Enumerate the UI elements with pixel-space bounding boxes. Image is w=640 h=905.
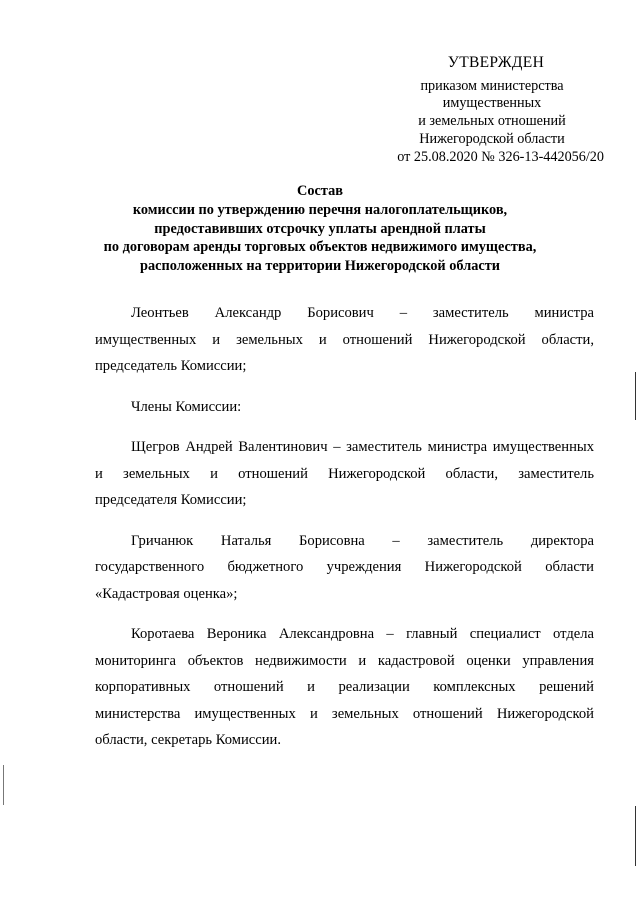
- paragraph-line: Щегров Андрей Валентинович – заместитель министра имущественных: [131, 439, 594, 455]
- paragraph-line: председателя Комиссии;: [95, 492, 247, 508]
- approval-line: имущественных: [442, 95, 542, 112]
- paragraph-line: государственного бюджетного учреждения Нижегородской области: [95, 559, 594, 575]
- members-heading: Члены Комиссии:: [131, 398, 242, 415]
- paragraph-line: Гричанюк Наталья Борисовна – заместитель директора: [131, 532, 594, 549]
- approval-line: приказом министерства: [420, 77, 564, 94]
- paragraph-line: Коротаева Вероника Александровна – главный специалист отдела: [131, 626, 594, 642]
- document-title: [60, 182, 580, 276]
- approval-line: Нижегородской области: [419, 130, 565, 147]
- title-line: комиссии по утверждению перечня налогоплательщиков,: [132, 201, 508, 218]
- scan-edge-mark: [3, 765, 4, 805]
- deputy-paragraph: [95, 434, 594, 514]
- chair-paragraph: [95, 300, 594, 380]
- paragraph-line: области, секретарь Комиссии.: [95, 732, 282, 748]
- title-line: по договорам аренды торговых объектов недвижимого имущества,: [103, 239, 537, 256]
- paragraph-line: мониторинга объектов недвижимости и кадастровой оценки управления: [95, 652, 594, 669]
- paragraph-line: имущественных и земельных и отношений Нижегородской области,: [95, 331, 594, 348]
- paragraph-line: председатель Комиссии;: [95, 358, 247, 374]
- scan-edge-mark: [635, 372, 636, 420]
- paragraph-line: корпоративных отношений и реализации комплексных решений: [95, 679, 594, 695]
- approval-line: и земельных отношений: [418, 113, 566, 130]
- document-body: [95, 300, 594, 754]
- title-line: Состав: [297, 183, 343, 199]
- paragraph-line: Леонтьев Александр Борисович – заместитель министра: [131, 305, 594, 321]
- title-line: расположенных на территории Нижегородской области: [140, 258, 500, 275]
- member-paragraph: [95, 528, 594, 608]
- approval-stamp: [372, 54, 612, 166]
- paragraph-line: «Кадастровая оценка»;: [95, 585, 238, 602]
- paragraph-line: и земельных и отношений Нижегородской области, заместитель: [95, 465, 594, 482]
- secretary-paragraph: [95, 621, 594, 754]
- approval-heading: УТВЕРЖДЕН: [447, 54, 545, 71]
- title-line: предоставивших отсрочку уплаты арендной платы: [154, 220, 486, 237]
- paragraph-line: министерства имущественных и земельных отношений Нижегородской: [95, 705, 594, 722]
- approval-order-number: от 25.08.2020 № 326-13-442056/20: [397, 148, 604, 165]
- scan-edge-mark: [635, 806, 636, 866]
